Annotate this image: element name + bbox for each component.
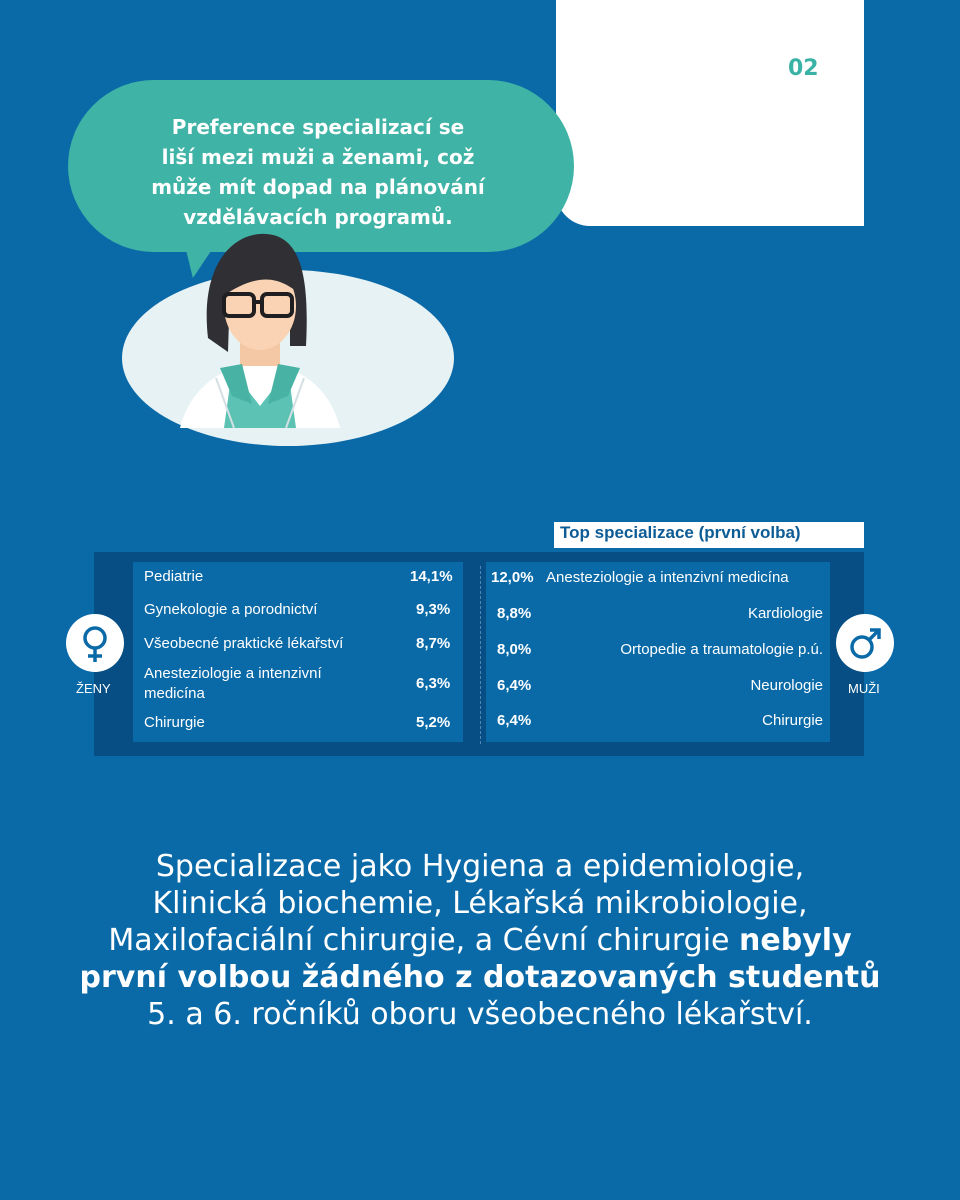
bottom-paragraph (60, 848, 900, 1033)
men-percent: 8,8% (497, 605, 532, 622)
men-specialty: Anesteziologie a intenzivní medicína (546, 569, 789, 586)
doctor-avatar-illustration (120, 228, 456, 448)
corner-card (556, 0, 864, 226)
female-symbol-icon (66, 614, 124, 672)
male-icon-circle (836, 614, 894, 672)
table-title: Top specializace (první volba) (560, 523, 801, 542)
paragraph-line: Klinická biochemie, Lékařská mikrobiologie, (152, 886, 808, 921)
women-specialty: Pediatrie (144, 568, 204, 585)
page-number: 02 (788, 56, 819, 81)
women-specialty: Anesteziologie a intenzivní (144, 665, 322, 682)
men-percent: 6,4% (497, 712, 532, 729)
women-specialty: medicína (144, 685, 205, 702)
men-percent: 6,4% (497, 677, 532, 694)
bubble-line: liší mezi muži a ženami, což (161, 145, 475, 169)
women-percent: 8,7% (416, 635, 451, 652)
bubble-line: může mít dopad na plánování (151, 175, 485, 199)
female-icon-circle (66, 614, 124, 672)
men-label: MUŽI (848, 681, 880, 696)
speech-bubble-text (118, 112, 518, 232)
table-divider (480, 566, 481, 744)
women-percent: 5,2% (416, 714, 451, 731)
paragraph-text: Maxilofaciální chirurgie, a Cévní chirurgie (108, 923, 740, 958)
paragraph-line (60, 922, 900, 959)
paragraph-line: Specializace jako Hygiena a epidemiologie, (155, 849, 805, 884)
male-symbol-icon (836, 614, 894, 672)
bubble-line: vzdělávacích programů. (183, 205, 453, 229)
paragraph-line (60, 959, 900, 996)
men-specialty: Chirurgie (762, 712, 823, 729)
women-specialty: Gynekologie a porodnictví (144, 601, 318, 618)
women-label: ŽENY (76, 681, 111, 696)
men-percent: 12,0% (491, 569, 534, 586)
paragraph-bold-text: nebyly (739, 923, 852, 958)
women-specialty: Chirurgie (144, 714, 205, 731)
bubble-line: Preference specializací se (171, 115, 465, 139)
paragraph-line: 5. a 6. ročníků oboru všeobecného lékařství. (147, 997, 813, 1032)
women-percent: 14,1% (410, 568, 453, 585)
women-specialty: Všeobecné praktické lékařství (144, 635, 344, 652)
men-percent: 8,0% (497, 641, 532, 658)
women-percent: 6,3% (416, 675, 451, 692)
paragraph-bold-text: první volbou žádného z dotazovaných studentů (79, 960, 881, 995)
men-specialty: Neurologie (750, 677, 823, 694)
men-specialty: Ortopedie a traumatologie p.ú. (620, 641, 823, 658)
women-percent: 9,3% (416, 601, 451, 618)
men-specialty: Kardiologie (747, 605, 823, 622)
